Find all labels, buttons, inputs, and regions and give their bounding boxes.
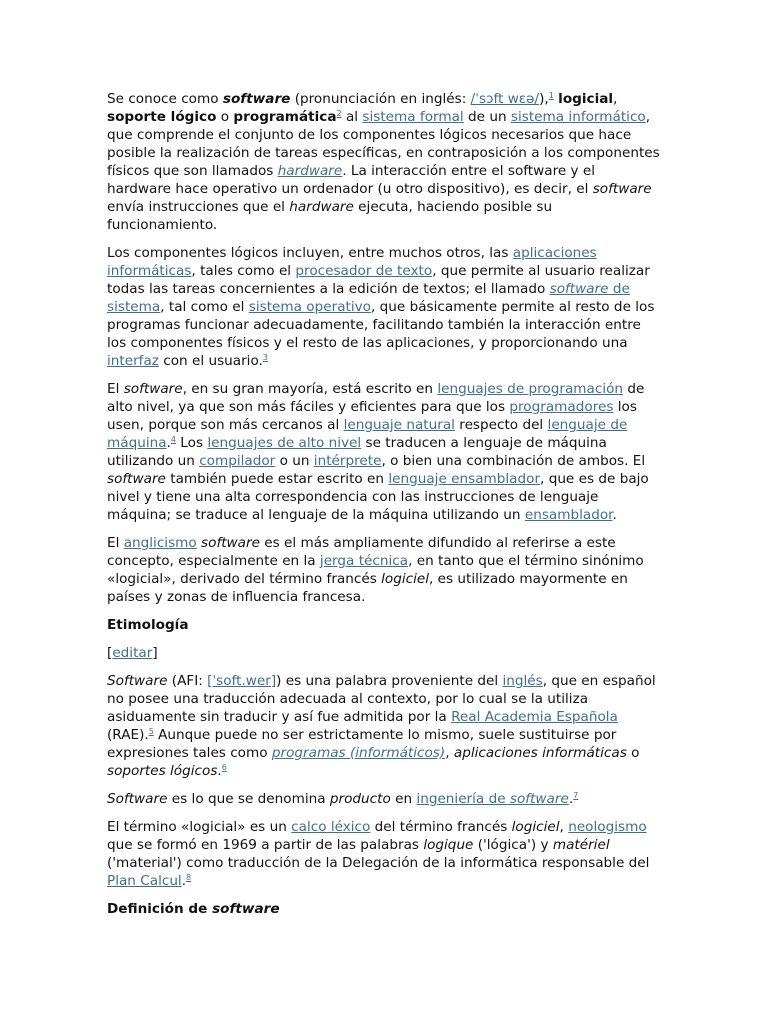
link-procesador-de-texto[interactable]: procesador de texto bbox=[295, 263, 433, 279]
link-hardware[interactable] bbox=[278, 163, 343, 179]
intro-paragraph bbox=[107, 90, 663, 234]
link-text: programas (informáticos) bbox=[271, 745, 446, 761]
text: en bbox=[390, 791, 417, 807]
reference-1[interactable]: 1 bbox=[548, 91, 554, 100]
text: al bbox=[341, 109, 363, 125]
text: . bbox=[612, 507, 617, 523]
section-heading-etimologia: Etimología bbox=[107, 617, 189, 633]
text: , que permite al usuario realizar todas las tareas concernientes a la edición de textos; el llamado bbox=[107, 263, 650, 297]
text: , tales como el bbox=[191, 263, 296, 279]
edit-link[interactable]: editar bbox=[112, 645, 153, 661]
link-ingenieria-de-software[interactable] bbox=[416, 791, 568, 807]
text: , tal como el bbox=[160, 299, 249, 315]
text: (pronunciación en inglés: bbox=[290, 91, 471, 107]
italic-software: software bbox=[107, 471, 166, 487]
bracket: ] bbox=[152, 645, 158, 661]
text: , que en español no posee una traducción adecuada al contexto, por lo cual se la utiliza asiduamente sin traducir y así fue admitida por la bbox=[107, 673, 656, 725]
italic-hardware: hardware bbox=[289, 199, 354, 215]
text: con el usuario. bbox=[158, 353, 263, 369]
link-lenguajes-de-alto-nivel[interactable]: lenguajes de alto nivel bbox=[207, 435, 362, 451]
link-text: software bbox=[509, 791, 569, 807]
link-hardware-text: hardware bbox=[277, 163, 343, 179]
italic-logiciel: logiciel bbox=[511, 819, 560, 835]
text: ), bbox=[539, 91, 549, 107]
text: , bbox=[559, 819, 569, 835]
text: de alto nivel, ya que son más fáciles y eficientes para que los bbox=[107, 381, 645, 415]
text: los usen, porque son más cercanos al bbox=[107, 399, 637, 433]
link-sistema-operativo[interactable]: sistema operativo bbox=[248, 299, 371, 315]
link-jerga-tecnica[interactable]: jerga técnica bbox=[319, 553, 409, 569]
italic-software: Software bbox=[107, 673, 168, 689]
heading-text: Definición de bbox=[107, 901, 213, 917]
text: , en tanto que el término sinónimo «logicial», derivado del término francés bbox=[107, 553, 644, 587]
link-aplicaciones-informaticas[interactable]: aplicaciones informáticas bbox=[107, 245, 597, 279]
link-anglicismo[interactable]: anglicismo bbox=[123, 535, 197, 551]
etymology-paragraph bbox=[107, 672, 663, 780]
anglicism-paragraph bbox=[107, 534, 663, 606]
text: El bbox=[107, 381, 124, 397]
text: se traducen a lenguaje de máquina utilizando un bbox=[107, 435, 607, 469]
reference-2[interactable]: 2 bbox=[336, 109, 342, 118]
text: , en su gran mayoría, está escrito en bbox=[182, 381, 438, 397]
link-lenguaje-ensamblador[interactable]: lenguaje ensamblador bbox=[388, 471, 541, 487]
text: Los bbox=[175, 435, 208, 451]
text: o bbox=[626, 745, 640, 761]
text: Se conoce como bbox=[107, 91, 223, 107]
text: ) es una palabra proveniente del bbox=[276, 673, 503, 689]
text: también puede estar escrito en bbox=[165, 471, 389, 487]
components-paragraph bbox=[107, 244, 663, 370]
link-text: software bbox=[549, 281, 609, 297]
text: o bbox=[216, 109, 234, 125]
link-text: ingeniería de bbox=[416, 791, 510, 807]
text: , que básicamente permite al resto de los programas funcionar adecuadamente, facilitando también la interacción entre los componentes físicos y el resto de las aplicaciones, y proporcionando una bbox=[107, 299, 655, 351]
product-paragraph bbox=[107, 790, 663, 808]
reference-7[interactable]: 7 bbox=[573, 791, 579, 800]
link-compilador[interactable]: compilador bbox=[199, 453, 276, 469]
text: es el más ampliamente difundido al referirse a este concepto, especialmente en la bbox=[107, 535, 616, 569]
text: ('lógica') y bbox=[473, 837, 553, 853]
link-real-academia-espanola[interactable]: Real Academia Española bbox=[451, 709, 618, 725]
italic-producto: producto bbox=[329, 791, 391, 807]
text: envía instrucciones que el bbox=[107, 199, 290, 215]
text: , es utilizado mayormente en países y zonas de influencia francesa. bbox=[107, 571, 628, 605]
text: . bbox=[181, 873, 187, 889]
heading-italic-software: software bbox=[212, 901, 280, 917]
italic-software: software bbox=[592, 181, 652, 197]
link-ensamblador[interactable]: ensamblador bbox=[524, 507, 613, 523]
reference-6[interactable]: 6 bbox=[221, 763, 227, 772]
link-pronunciation[interactable]: /ˈsɔft wɛə/ bbox=[470, 91, 540, 107]
link-programadores[interactable]: programadores bbox=[509, 399, 614, 415]
text: El término «logicial» es un bbox=[107, 819, 292, 835]
link-ingles[interactable]: inglés bbox=[502, 673, 543, 689]
term-logicial: logicial bbox=[558, 91, 614, 107]
text: respecto del bbox=[454, 417, 548, 433]
text: ejecuta, haciendo posible su funcionamiento. bbox=[107, 199, 553, 233]
italic-aplicaciones-informaticas: aplicaciones informáticas bbox=[453, 745, 627, 761]
text: , bbox=[445, 745, 454, 761]
text: , que es de bajo nivel y tiene una alta correspondencia con las instrucciones de lenguaje máquina; se traduce al lenguaje de la máquina utilizando un bbox=[107, 471, 649, 523]
link-interfaz[interactable]: interfaz bbox=[107, 353, 159, 369]
text: . bbox=[166, 435, 171, 451]
link-plan-calcul[interactable]: Plan Calcul bbox=[107, 873, 182, 889]
italic-materiel: matériel bbox=[552, 837, 610, 853]
link-sistema-formal[interactable]: sistema formal bbox=[362, 109, 464, 125]
languages-paragraph bbox=[107, 380, 663, 524]
text: Aunque puede no ser estrictamente lo mismo, suele sustituirse por expresiones tales como bbox=[107, 727, 617, 761]
italic-software: software bbox=[123, 381, 183, 397]
link-lenguaje-natural[interactable]: lenguaje natural bbox=[343, 417, 455, 433]
link-lenguaje-de-maquina[interactable]: lenguaje de máquina bbox=[107, 417, 628, 451]
reference-8[interactable]: 8 bbox=[186, 873, 192, 882]
bracket: [ bbox=[107, 645, 113, 661]
text: . La interacción entre el software y el hardware hace operativo un ordenador (u otro dispositivo), es decir, el bbox=[107, 163, 596, 197]
italic-logiciel: logiciel bbox=[381, 571, 429, 587]
article-body bbox=[107, 90, 663, 928]
text: es lo que se denomina bbox=[167, 791, 330, 807]
logicial-paragraph bbox=[107, 818, 663, 890]
text: o un bbox=[275, 453, 314, 469]
text: de un bbox=[463, 109, 511, 125]
link-programas-informaticos[interactable] bbox=[272, 745, 445, 761]
link-text: de sistema bbox=[107, 281, 630, 315]
term-programatica: programática bbox=[233, 109, 337, 125]
link-afi-pronunciation[interactable]: [ˈsoft.wer] bbox=[207, 673, 277, 689]
section-heading-definicion bbox=[107, 900, 663, 918]
text: , que comprende el conjunto de los componentes lógicos necesarios que hace posible la realización de tareas específicas, en contraposición a los componentes físicos que son llamados bbox=[107, 109, 660, 179]
term-software: software bbox=[222, 91, 291, 107]
link-lenguajes-de-programacion[interactable]: lenguajes de programación bbox=[437, 381, 624, 397]
italic-logique: logique bbox=[423, 837, 474, 853]
italic-software: Software bbox=[107, 791, 168, 807]
text: (AFI: bbox=[167, 673, 208, 689]
text: que se formó en 1969 a partir de las palabras bbox=[107, 837, 424, 853]
italic-software: software bbox=[201, 535, 260, 551]
link-neologismo[interactable]: neologismo bbox=[568, 819, 647, 835]
text: El bbox=[107, 535, 124, 551]
link-interprete[interactable]: intérprete bbox=[313, 453, 382, 469]
edit-section bbox=[107, 644, 663, 662]
text: , bbox=[613, 91, 618, 107]
term-soporte-logico: soporte lógico bbox=[107, 109, 217, 125]
text: del término francés bbox=[370, 819, 512, 835]
italic-soportes-logicos: soportes lógicos bbox=[107, 763, 218, 779]
text: . bbox=[568, 791, 574, 807]
link-sistema-informatico[interactable]: sistema informático bbox=[510, 109, 646, 125]
reference-4[interactable]: 4 bbox=[170, 435, 176, 444]
text: (RAE). bbox=[107, 727, 149, 743]
text: ('material') como traducción de la Delegación de la informática responsable del bbox=[107, 855, 650, 871]
reference-3[interactable]: 3 bbox=[262, 353, 268, 362]
text: . bbox=[217, 763, 222, 779]
text: Los componentes lógicos incluyen, entre muchos otros, las bbox=[107, 245, 513, 261]
link-calco-lexico[interactable]: calco léxico bbox=[291, 819, 371, 835]
reference-5[interactable]: 5 bbox=[148, 727, 154, 736]
text: , o bien una combinación de ambos. El bbox=[381, 453, 646, 469]
